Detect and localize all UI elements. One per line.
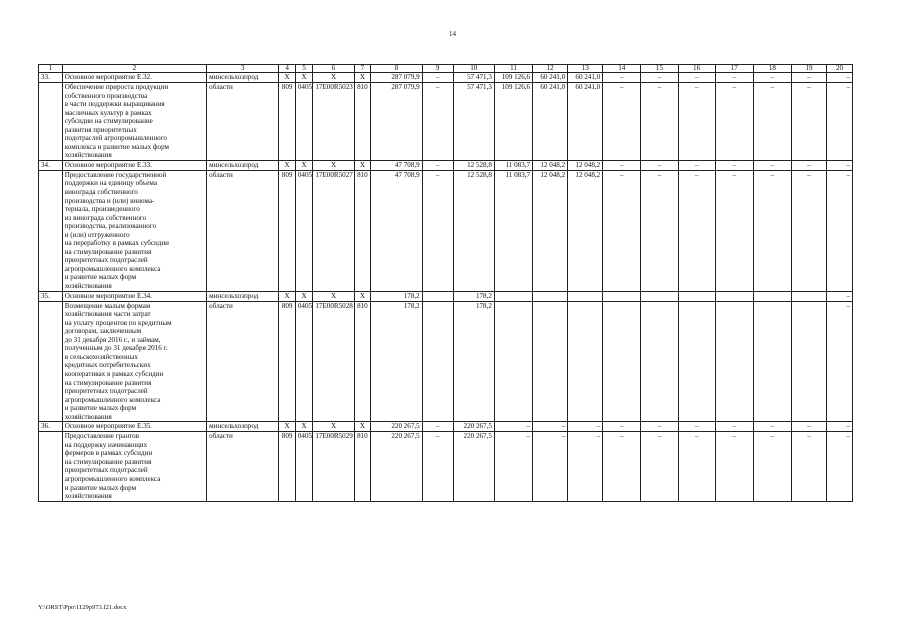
cell-value <box>678 291 715 301</box>
cell-value: 12 048,2 <box>533 160 568 170</box>
description-line: хозяйствования <box>64 412 112 421</box>
row-number: 33. <box>39 73 63 83</box>
cell-value <box>603 291 641 301</box>
cell-value: 12 048,2 <box>568 170 603 291</box>
description-line: на уплату процентов по кредитным <box>64 318 172 327</box>
cell-value: – <box>827 301 853 422</box>
description-line: и развитие малых форм <box>64 273 137 282</box>
description-line: агропромышленного комплекса <box>64 395 161 404</box>
cell-value: 810 <box>354 170 371 291</box>
budget-table <box>38 64 853 502</box>
cell-value: – <box>678 160 715 170</box>
table-row-detail <box>39 170 853 291</box>
cell-value: – <box>827 422 853 432</box>
cell-value <box>792 291 827 301</box>
executor-region: области <box>207 170 279 291</box>
column-header: 20 <box>827 65 853 73</box>
column-header: 9 <box>422 65 453 73</box>
cell-value <box>568 301 603 422</box>
cell-value <box>533 291 568 301</box>
cell-value: 178,2 <box>453 291 494 301</box>
cell-value: – <box>533 432 568 501</box>
cell-value: X <box>279 291 296 301</box>
cell-value: 109 126,6 <box>494 83 532 161</box>
cell-value: 810 <box>354 83 371 161</box>
cell-value: – <box>641 422 678 432</box>
description-line: до 31 декабря 2016 г., и займам, <box>64 335 161 344</box>
row-number: 34. <box>39 160 63 170</box>
cell-value: X <box>313 422 354 432</box>
description-line: Возмещение малым формам <box>64 301 151 310</box>
column-header: 14 <box>603 65 641 73</box>
description-line: и развитие малых форм <box>64 404 137 413</box>
description-line: приоритетных подотраслей <box>64 466 148 475</box>
empty-cell <box>39 432 63 501</box>
column-header: 10 <box>453 65 494 73</box>
executor: минсельхозпрод <box>207 160 279 170</box>
row-number: 36. <box>39 422 63 432</box>
cell-value: – <box>641 160 678 170</box>
description-line: приоритетных подотраслей <box>64 387 148 396</box>
description-line: Обеспечение прироста продукции <box>64 83 169 91</box>
activity-title: Основное мероприятие Е.32. <box>62 73 206 83</box>
activity-description <box>62 170 206 291</box>
cell-value: 17Е00R5023 <box>313 83 354 161</box>
cell-value: – <box>603 432 641 501</box>
cell-value: 809 <box>279 432 296 501</box>
executor-region: области <box>207 432 279 501</box>
executor: минсельхозпрод <box>207 291 279 301</box>
cell-value: X <box>354 422 371 432</box>
cell-value <box>715 301 753 422</box>
cell-value <box>422 291 453 301</box>
cell-value <box>494 301 532 422</box>
column-header: 19 <box>792 65 827 73</box>
cell-value: – <box>827 170 853 291</box>
description-line: полученным до 31 декабря 2016 г. <box>64 344 168 353</box>
description-line: фермеров в рамках субсидии <box>64 449 153 458</box>
cell-value: – <box>422 83 453 161</box>
cell-value: 60 241,0 <box>533 73 568 83</box>
cell-value: – <box>792 422 827 432</box>
cell-value: 11 083,7 <box>494 170 532 291</box>
description-line: винограда собственного <box>64 188 138 197</box>
table-row <box>39 422 853 432</box>
table-row-detail <box>39 83 853 161</box>
cell-value: X <box>295 73 313 83</box>
description-line: на стимулирование развития <box>64 378 152 387</box>
column-header: 8 <box>371 65 423 73</box>
column-header: 4 <box>279 65 296 73</box>
cell-value: – <box>603 73 641 83</box>
cell-value: X <box>313 73 354 83</box>
cell-value: X <box>295 422 313 432</box>
cell-value: – <box>422 73 453 83</box>
cell-value: – <box>715 160 753 170</box>
cell-value: 17Е00R5029 <box>313 432 354 501</box>
cell-value: – <box>422 422 453 432</box>
cell-value: 57 471,3 <box>453 83 494 161</box>
cell-value: – <box>422 170 453 291</box>
cell-value: – <box>715 432 753 501</box>
cell-value: X <box>279 73 296 83</box>
cell-value: – <box>422 432 453 501</box>
cell-value: 12 048,2 <box>568 160 603 170</box>
executor-region: области <box>207 301 279 422</box>
cell-value: – <box>494 422 532 432</box>
description-line: развития приоритетных <box>64 125 137 134</box>
description-line: и (или) отгруженного <box>64 230 130 239</box>
description-line: производства и (или) винома- <box>64 196 155 205</box>
page-number: 14 <box>449 30 456 38</box>
row-number: 35. <box>39 291 63 301</box>
cell-value: 809 <box>279 301 296 422</box>
description-line: субсидии на стимулирование <box>64 117 153 126</box>
cell-value: – <box>603 83 641 161</box>
activity-title: Основное мероприятие Е.35. <box>62 422 206 432</box>
cell-value: 60 241,0 <box>568 73 603 83</box>
executor: минсельхозпрод <box>207 422 279 432</box>
cell-value: – <box>792 160 827 170</box>
table-row-detail <box>39 432 853 501</box>
description-line: из винограда собственного <box>64 213 147 222</box>
description-line: собственного производства <box>64 91 148 100</box>
description-line: масличных культур в рамках <box>64 108 152 117</box>
cell-value: 17Е00R5027 <box>313 170 354 291</box>
description-line: производства, реализованного <box>64 222 157 231</box>
executor-region: области <box>207 83 279 161</box>
cell-value: 0405 <box>295 301 313 422</box>
cell-value: – <box>678 73 715 83</box>
description-line: на стимулирование развития <box>64 247 152 256</box>
cell-value: – <box>753 432 791 501</box>
description-line: на поддержку начинающих <box>64 440 148 449</box>
cell-value: 220 267,5 <box>453 432 494 501</box>
cell-value: – <box>678 83 715 161</box>
column-header: 18 <box>753 65 791 73</box>
column-header: 15 <box>641 65 678 73</box>
cell-value: – <box>603 160 641 170</box>
description-line: поддержки на единицу объема <box>64 179 157 188</box>
cell-value: – <box>678 432 715 501</box>
description-line: агропромышленного комплекса <box>64 264 161 273</box>
cell-value: 60 241,0 <box>568 83 603 161</box>
column-header: 1 <box>39 65 63 73</box>
description-line: хозяйствования <box>64 492 112 501</box>
cell-value <box>533 301 568 422</box>
cell-value: – <box>753 422 791 432</box>
column-header: 16 <box>678 65 715 73</box>
description-line: Предоставление грантов <box>64 432 140 441</box>
column-header: 6 <box>313 65 354 73</box>
description-line: кооперативах в рамках субсидии <box>64 369 164 378</box>
cell-value <box>753 301 791 422</box>
cell-value <box>715 291 753 301</box>
cell-value: X <box>279 160 296 170</box>
column-header: 7 <box>354 65 371 73</box>
cell-value: X <box>313 160 354 170</box>
description-line: хозяйствования <box>64 151 112 160</box>
cell-value: 0405 <box>295 170 313 291</box>
cell-value: – <box>715 170 753 291</box>
cell-value: 178,2 <box>371 291 423 301</box>
cell-value: – <box>792 432 827 501</box>
description-line: кредитных потребительских <box>64 361 151 370</box>
table-row-detail <box>39 301 853 422</box>
cell-value: 178,2 <box>371 301 423 422</box>
cell-value: 287 079,9 <box>371 83 423 161</box>
cell-value: – <box>715 73 753 83</box>
cell-value: 12 528,8 <box>453 160 494 170</box>
cell-value <box>603 301 641 422</box>
cell-value: – <box>753 83 791 161</box>
cell-value: X <box>354 291 371 301</box>
cell-value: 11 083,7 <box>494 160 532 170</box>
activity-title: Основное мероприятие Е.34. <box>62 291 206 301</box>
table-row <box>39 73 853 83</box>
cell-value: 47 708,9 <box>371 160 423 170</box>
cell-value: – <box>678 170 715 291</box>
activity-description <box>62 301 206 422</box>
column-header: 3 <box>207 65 279 73</box>
cell-value: 0405 <box>295 83 313 161</box>
cell-value: – <box>753 170 791 291</box>
table-row <box>39 291 853 301</box>
column-header: 11 <box>494 65 532 73</box>
cell-value: – <box>753 160 791 170</box>
cell-value: – <box>792 73 827 83</box>
cell-value: – <box>422 160 453 170</box>
description-line: хозяйствования части затрат <box>64 310 151 319</box>
cell-value <box>792 301 827 422</box>
cell-value <box>641 301 678 422</box>
activity-title: Основное мероприятие Е.33. <box>62 160 206 170</box>
cell-value: – <box>715 83 753 161</box>
cell-value: 47 708,9 <box>371 170 423 291</box>
cell-value: – <box>603 170 641 291</box>
activity-description <box>62 83 206 161</box>
description-line: хозяйствования <box>64 282 112 291</box>
cell-value <box>568 291 603 301</box>
cell-value: 60 241,0 <box>533 83 568 161</box>
description-line: на переработку в рамках субсидии <box>64 239 169 248</box>
description-line: на стимулирование развития <box>64 457 152 466</box>
cell-value: 109 126,6 <box>494 73 532 83</box>
cell-value: 287 079,9 <box>371 73 423 83</box>
cell-value: 810 <box>354 432 371 501</box>
column-header: 12 <box>533 65 568 73</box>
table-row <box>39 160 853 170</box>
cell-value: – <box>827 432 853 501</box>
cell-value: – <box>678 422 715 432</box>
cell-value: – <box>792 83 827 161</box>
header-row <box>39 65 853 73</box>
cell-value: X <box>313 291 354 301</box>
cell-value: X <box>279 422 296 432</box>
cell-value: – <box>494 432 532 501</box>
cell-value: 12 048,2 <box>533 170 568 291</box>
cell-value: – <box>715 422 753 432</box>
cell-value: X <box>354 73 371 83</box>
cell-value: X <box>354 160 371 170</box>
description-line: подотраслей агропромышленного <box>64 134 167 143</box>
cell-value: 17Е00R5028 <box>313 301 354 422</box>
cell-value: – <box>533 422 568 432</box>
description-line: приоритетных подотраслей <box>64 256 148 265</box>
activity-description <box>62 432 206 501</box>
empty-cell <box>39 83 63 161</box>
cell-value: 220 267,5 <box>371 422 423 432</box>
description-line: комплекса и развитие малых форм <box>64 142 169 151</box>
column-header: 17 <box>715 65 753 73</box>
cell-value: – <box>603 422 641 432</box>
cell-value: – <box>641 83 678 161</box>
cell-value: – <box>641 73 678 83</box>
cell-value <box>641 291 678 301</box>
cell-value: – <box>827 160 853 170</box>
cell-value: 810 <box>354 301 371 422</box>
column-header: 2 <box>62 65 206 73</box>
cell-value: – <box>753 73 791 83</box>
cell-value: 178,2 <box>453 301 494 422</box>
cell-value <box>422 301 453 422</box>
cell-value <box>753 291 791 301</box>
column-header: 13 <box>568 65 603 73</box>
cell-value: – <box>568 422 603 432</box>
description-line: в части поддержки выращивания <box>64 100 165 109</box>
cell-value: 220 267,5 <box>453 422 494 432</box>
file-path: Y:\ORST\Ppo\1129p973.f21.docx <box>38 604 127 611</box>
cell-value: 0405 <box>295 432 313 501</box>
cell-value: – <box>827 73 853 83</box>
column-header: 5 <box>295 65 313 73</box>
description-line: договорам, заключенным <box>64 327 142 336</box>
empty-cell <box>39 301 63 422</box>
cell-value: – <box>641 432 678 501</box>
cell-value: X <box>295 160 313 170</box>
cell-value: 12 528,8 <box>453 170 494 291</box>
cell-value: 57 471,3 <box>453 73 494 83</box>
cell-value: X <box>295 291 313 301</box>
cell-value: – <box>827 83 853 161</box>
cell-value: – <box>827 291 853 301</box>
description-line: агропромышленного комплекса <box>64 474 161 483</box>
description-line: териала, произведенного <box>64 205 140 214</box>
description-line: Предоставление государственной <box>64 170 167 179</box>
description-line: и развитие малых форм <box>64 483 137 492</box>
cell-value: 809 <box>279 83 296 161</box>
cell-value <box>678 301 715 422</box>
cell-value: – <box>641 170 678 291</box>
cell-value: 220 267,5 <box>371 432 423 501</box>
cell-value: 809 <box>279 170 296 291</box>
cell-value: – <box>792 170 827 291</box>
description-line: в сельскохозяйственных <box>64 352 138 361</box>
executor: минсельхозпрод <box>207 73 279 83</box>
empty-cell <box>39 170 63 291</box>
cell-value: – <box>568 432 603 501</box>
cell-value <box>494 291 532 301</box>
